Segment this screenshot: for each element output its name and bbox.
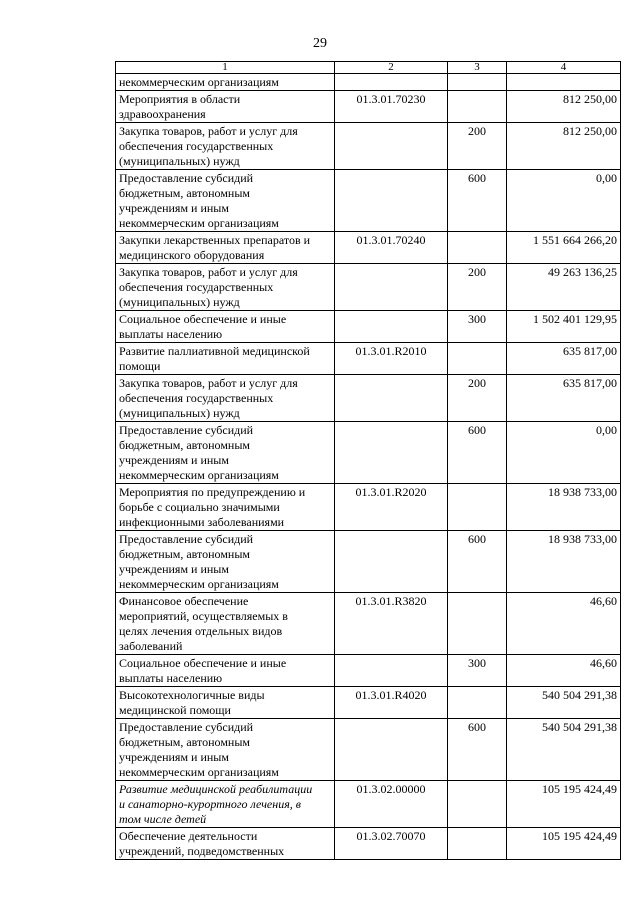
table-row (116, 593, 621, 655)
row-name-line: Высокотехнологичные виды (119, 688, 265, 702)
row-name-line: Закупка товаров, работ и услуг для (119, 265, 298, 279)
table-row (116, 123, 621, 170)
row-name-line: Мероприятия по предупреждению и (119, 485, 306, 499)
row-name-line: Обеспечение деятельности (119, 829, 258, 843)
row-name-line: выплаты населению (119, 671, 223, 685)
row-name-line: Развитие паллиативной медицинской (119, 344, 310, 358)
row-name-line: Развитие медицинской реабилитации (119, 782, 313, 796)
row-code-cell: 01.3.01.R3820 (335, 593, 448, 655)
row-type-cell: 200 (448, 264, 507, 311)
row-name-line: некоммерческим организациям (119, 577, 279, 591)
row-name-line: здравоохранения (119, 107, 206, 121)
row-code-cell (335, 74, 448, 91)
row-name-line: Предоставление субсидий (119, 171, 254, 185)
row-name-cell (116, 91, 335, 123)
row-name-cell (116, 719, 335, 781)
row-type-cell: 300 (448, 655, 507, 687)
row-name-line: Предоставление субсидий (119, 423, 254, 437)
row-code-cell (335, 311, 448, 343)
row-sum-cell: 812 250,00 (507, 91, 621, 123)
row-code-cell (335, 422, 448, 484)
row-name-line: учреждениям и иным (119, 453, 229, 467)
header-col-4: 4 (507, 62, 621, 74)
row-name-line: борьбе с социально значимыми (119, 500, 280, 514)
row-name-line: Мероприятия в области (119, 92, 241, 106)
row-name-line: некоммерческим организациям (119, 468, 279, 482)
table-row (116, 781, 621, 828)
row-code-cell: 01.3.01.R2020 (335, 484, 448, 531)
row-name-line: бюджетным, автономным (119, 438, 250, 452)
row-code-cell: 01.3.01.70240 (335, 232, 448, 264)
row-sum-cell: 18 938 733,00 (507, 531, 621, 593)
row-sum-cell: 1 551 664 266,20 (507, 232, 621, 264)
row-type-cell: 300 (448, 311, 507, 343)
row-name-line: инфекционными заболеваниями (119, 515, 285, 529)
row-code-cell (335, 264, 448, 311)
row-name-line: некоммерческим организациям (119, 765, 279, 779)
row-name-line: Предоставление субсидий (119, 532, 254, 546)
row-name-line: целях лечения отдельных видов (119, 624, 283, 638)
row-name-cell (116, 123, 335, 170)
row-name-cell (116, 232, 335, 264)
row-sum-cell: 46,60 (507, 593, 621, 655)
row-sum-cell: 635 817,00 (507, 375, 621, 422)
row-name-line: заболеваний (119, 639, 183, 653)
row-name-line: Закупки лекарственных препаратов и (119, 233, 311, 247)
row-name-cell (116, 781, 335, 828)
row-name-cell (116, 422, 335, 484)
row-name-line: учреждений, подведомственных (119, 844, 285, 858)
table-row (116, 375, 621, 422)
row-name-line: помощи (119, 359, 161, 373)
row-name-cell (116, 687, 335, 719)
row-name-cell (116, 593, 335, 655)
row-name-line: некоммерческим организациям (119, 75, 279, 89)
header-col-3: 3 (448, 62, 507, 74)
row-name-line: и санаторно-курортного лечения, в (119, 797, 301, 811)
row-sum-cell (507, 74, 621, 91)
row-type-cell: 600 (448, 422, 507, 484)
row-name-cell (116, 655, 335, 687)
table-row (116, 311, 621, 343)
table-row (116, 74, 621, 91)
row-name-line: выплаты населению (119, 327, 223, 341)
budget-table (115, 61, 621, 860)
row-sum-cell: 46,60 (507, 655, 621, 687)
row-name-cell (116, 484, 335, 531)
row-name-cell (116, 74, 335, 91)
row-code-cell: 01.3.01.70230 (335, 91, 448, 123)
row-sum-cell: 105 195 424,49 (507, 781, 621, 828)
row-type-cell (448, 781, 507, 828)
row-name-line: Финансовое обеспечение (119, 594, 249, 608)
row-sum-cell: 105 195 424,49 (507, 828, 621, 860)
row-sum-cell: 0,00 (507, 422, 621, 484)
row-name-line: Закупка товаров, работ и услуг для (119, 124, 298, 138)
row-sum-cell: 49 263 136,25 (507, 264, 621, 311)
row-code-cell (335, 170, 448, 232)
row-type-cell: 600 (448, 719, 507, 781)
row-type-cell: 200 (448, 375, 507, 422)
row-name-line: Социальное обеспечение и иные (119, 656, 287, 670)
row-name-cell (116, 343, 335, 375)
row-name-line: учреждениям и иным (119, 562, 229, 576)
row-type-cell (448, 91, 507, 123)
row-type-cell: 600 (448, 531, 507, 593)
row-name-cell (116, 264, 335, 311)
row-name-line: (муниципальных) нужд (119, 295, 240, 309)
row-name-line: обеспечения государственных (119, 391, 274, 405)
table-row (116, 719, 621, 781)
header-col-2: 2 (335, 62, 448, 74)
row-type-cell (448, 484, 507, 531)
row-name-cell (116, 375, 335, 422)
table-row (116, 655, 621, 687)
row-sum-cell: 812 250,00 (507, 123, 621, 170)
row-code-cell (335, 531, 448, 593)
table-row (116, 170, 621, 232)
row-sum-cell: 540 504 291,38 (507, 687, 621, 719)
row-type-cell (448, 232, 507, 264)
row-type-cell: 200 (448, 123, 507, 170)
row-name-line: бюджетным, автономным (119, 735, 250, 749)
row-name-line: том числе детей (119, 812, 207, 826)
row-name-line: (муниципальных) нужд (119, 154, 240, 168)
table-row (116, 828, 621, 860)
row-name-line: медицинской помощи (119, 703, 231, 717)
row-sum-cell: 18 938 733,00 (507, 484, 621, 531)
row-name-cell (116, 311, 335, 343)
row-code-cell: 01.3.01.R2010 (335, 343, 448, 375)
table-row (116, 484, 621, 531)
table-row (116, 232, 621, 264)
table-row (116, 343, 621, 375)
row-name-line: Предоставление субсидий (119, 720, 254, 734)
row-name-line: обеспечения государственных (119, 280, 274, 294)
table-row (116, 91, 621, 123)
row-code-cell (335, 123, 448, 170)
page-number: 29 (313, 36, 327, 51)
row-code-cell (335, 719, 448, 781)
row-name-line: бюджетным, автономным (119, 547, 250, 561)
row-type-cell (448, 343, 507, 375)
row-name-line: медицинского оборудования (119, 248, 265, 262)
row-name-line: некоммерческим организациям (119, 216, 279, 230)
row-name-line: мероприятий, осуществляемых в (119, 609, 288, 623)
row-type-cell (448, 828, 507, 860)
row-name-line: учреждениям и иным (119, 201, 229, 215)
table-header-row (116, 62, 621, 74)
row-code-cell (335, 655, 448, 687)
row-name-cell (116, 170, 335, 232)
row-type-cell (448, 593, 507, 655)
row-name-line: учреждениям и иным (119, 750, 229, 764)
row-type-cell: 600 (448, 170, 507, 232)
row-sum-cell: 0,00 (507, 170, 621, 232)
row-code-cell: 01.3.01.R4020 (335, 687, 448, 719)
row-name-line: Закупка товаров, работ и услуг для (119, 376, 298, 390)
row-name-line: обеспечения государственных (119, 139, 274, 153)
row-sum-cell: 1 502 401 129,95 (507, 311, 621, 343)
table-row (116, 422, 621, 484)
row-name-cell (116, 531, 335, 593)
row-code-cell: 01.3.02.70070 (335, 828, 448, 860)
row-code-cell (335, 375, 448, 422)
row-name-line: бюджетным, автономным (119, 186, 250, 200)
row-type-cell (448, 687, 507, 719)
table-row (116, 531, 621, 593)
header-col-1: 1 (116, 62, 335, 74)
row-sum-cell: 540 504 291,38 (507, 719, 621, 781)
row-code-cell: 01.3.02.00000 (335, 781, 448, 828)
row-sum-cell: 635 817,00 (507, 343, 621, 375)
row-name-line: Социальное обеспечение и иные (119, 312, 287, 326)
row-type-cell (448, 74, 507, 91)
table-row (116, 687, 621, 719)
row-name-cell (116, 828, 335, 860)
row-name-line: (муниципальных) нужд (119, 406, 240, 420)
table-row (116, 264, 621, 311)
